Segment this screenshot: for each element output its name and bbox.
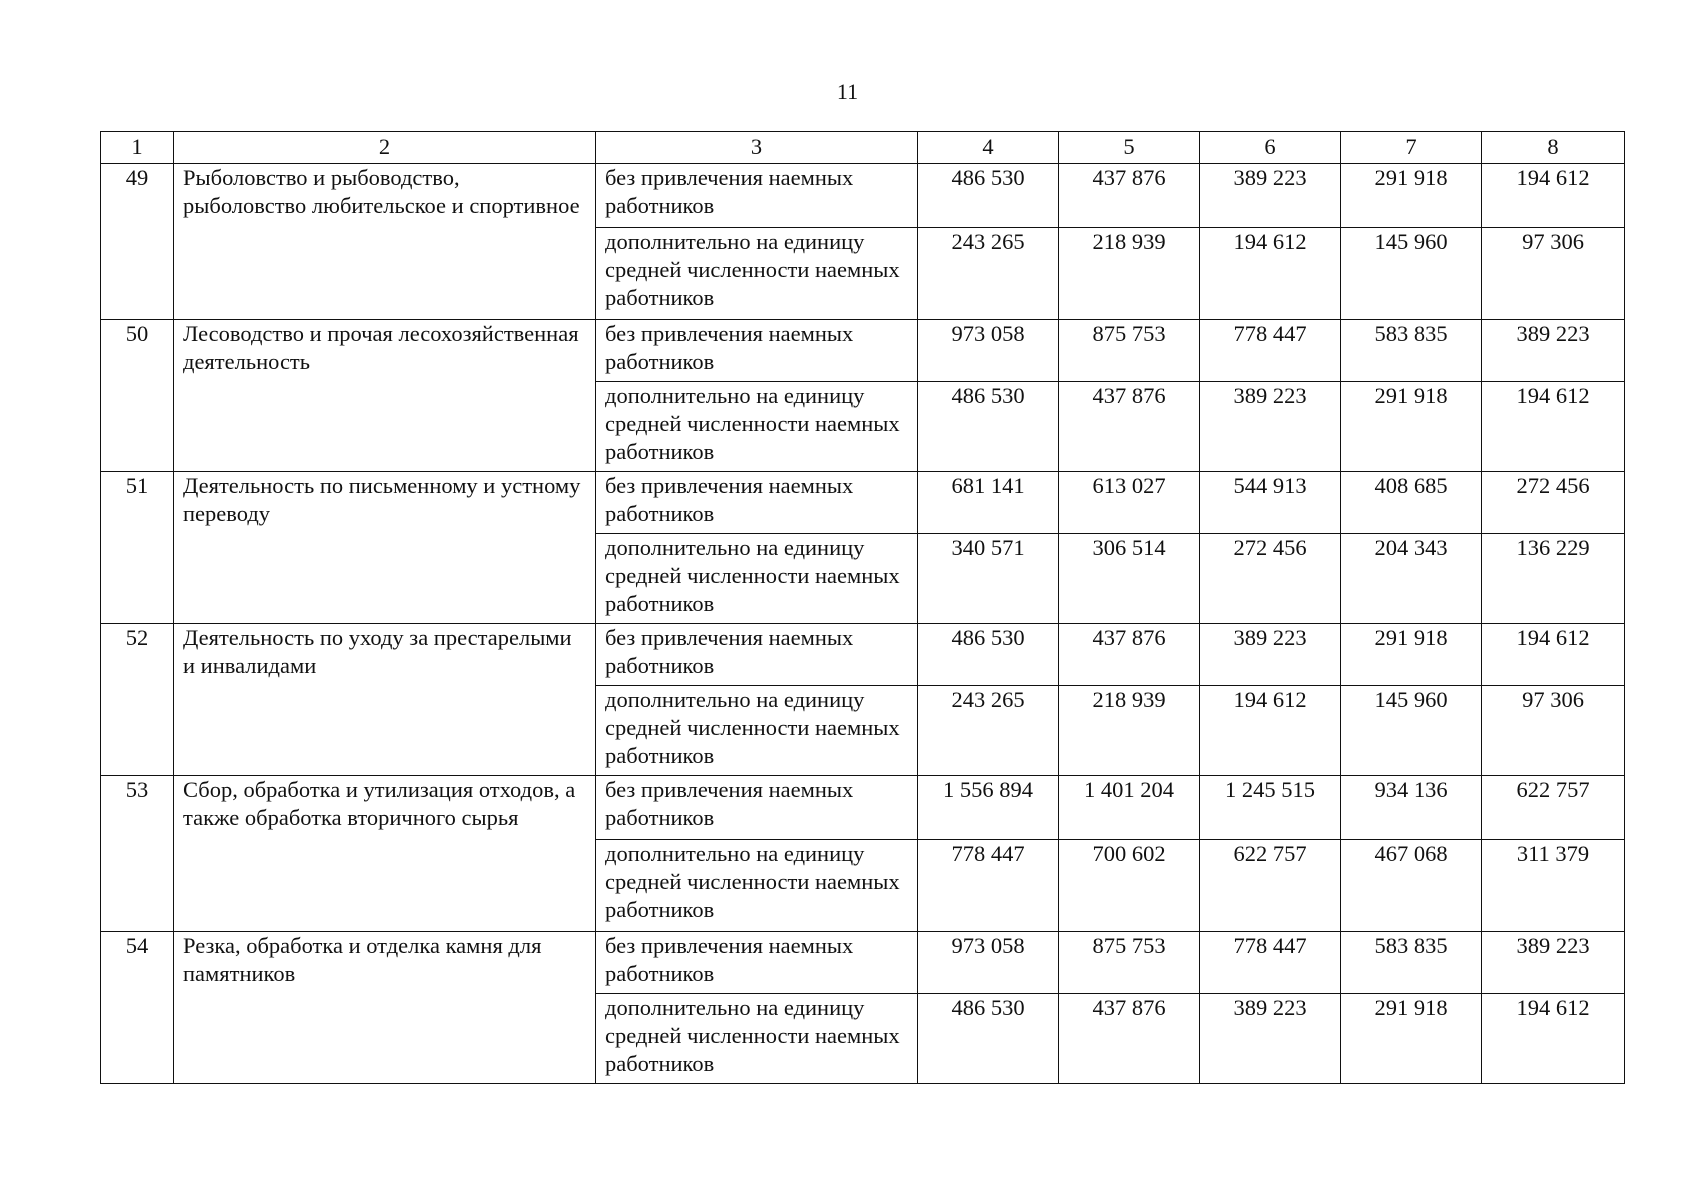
condition-text: дополнительно на единицу средней численности наемных работников — [596, 382, 918, 472]
row-number: 52 — [101, 624, 174, 776]
column-header-3: 3 — [596, 132, 918, 164]
column-number-header-row — [101, 132, 1625, 164]
value-cell: 389 223 — [1200, 994, 1341, 1084]
activity-name: Сбор, обработка и утилизация отходов, а также обработка вторичного сырья — [174, 776, 596, 932]
value-cell: 778 447 — [1200, 932, 1341, 994]
value-cell: 437 876 — [1059, 624, 1200, 686]
row-number: 49 — [101, 164, 174, 320]
value-cell: 544 913 — [1200, 472, 1341, 534]
value-cell: 136 229 — [1482, 534, 1625, 624]
condition-text: дополнительно на единицу средней численности наемных работников — [596, 534, 918, 624]
value-cell: 467 068 — [1341, 840, 1482, 932]
table-body — [101, 132, 1625, 1084]
value-cell: 700 602 — [1059, 840, 1200, 932]
condition-text: дополнительно на единицу средней численности наемных работников — [596, 686, 918, 776]
value-cell: 194 612 — [1482, 164, 1625, 228]
value-cell: 583 835 — [1341, 320, 1482, 382]
value-cell: 437 876 — [1059, 994, 1200, 1084]
value-cell: 778 447 — [1200, 320, 1341, 382]
value-cell: 486 530 — [918, 382, 1059, 472]
table-row — [101, 472, 1625, 534]
table-row — [101, 624, 1625, 686]
column-header-8: 8 — [1482, 132, 1625, 164]
value-cell: 291 918 — [1341, 164, 1482, 228]
value-cell: 145 960 — [1341, 228, 1482, 320]
value-cell: 97 306 — [1482, 228, 1625, 320]
value-cell: 194 612 — [1482, 994, 1625, 1084]
condition-text: без привлечения наемных работников — [596, 472, 918, 534]
value-cell: 389 223 — [1482, 932, 1625, 994]
value-cell: 389 223 — [1200, 624, 1341, 686]
activity-name: Лесоводство и прочая лесохозяйственная деятельность — [174, 320, 596, 472]
value-cell: 973 058 — [918, 932, 1059, 994]
row-number: 54 — [101, 932, 174, 1084]
value-cell: 306 514 — [1059, 534, 1200, 624]
value-cell: 194 612 — [1200, 686, 1341, 776]
value-cell: 622 757 — [1200, 840, 1341, 932]
condition-text: без привлечения наемных работников — [596, 932, 918, 994]
tariff-table — [100, 131, 1625, 1084]
value-cell: 1 556 894 — [918, 776, 1059, 840]
value-cell: 1 401 204 — [1059, 776, 1200, 840]
value-cell: 486 530 — [918, 994, 1059, 1084]
page-number: 11 — [836, 79, 859, 104]
column-header-6: 6 — [1200, 132, 1341, 164]
value-cell: 408 685 — [1341, 472, 1482, 534]
condition-text: без привлечения наемных работников — [596, 320, 918, 382]
value-cell: 291 918 — [1341, 624, 1482, 686]
value-cell: 1 245 515 — [1200, 776, 1341, 840]
activity-name: Резка, обработка и отделка камня для памятников — [174, 932, 596, 1084]
activity-name: Деятельность по письменному и устному переводу — [174, 472, 596, 624]
value-cell: 486 530 — [918, 624, 1059, 686]
column-header-7: 7 — [1341, 132, 1482, 164]
value-cell: 218 939 — [1059, 686, 1200, 776]
column-header-2: 2 — [174, 132, 596, 164]
value-cell: 389 223 — [1200, 164, 1341, 228]
value-cell: 194 612 — [1200, 228, 1341, 320]
value-cell: 272 456 — [1482, 472, 1625, 534]
value-cell: 389 223 — [1482, 320, 1625, 382]
condition-text: дополнительно на единицу средней численности наемных работников — [596, 228, 918, 320]
value-cell: 194 612 — [1482, 382, 1625, 472]
value-cell: 311 379 — [1482, 840, 1625, 932]
table-row — [101, 164, 1625, 228]
column-header-1: 1 — [101, 132, 174, 164]
activity-name: Деятельность по уходу за престарелыми и инвалидами — [174, 624, 596, 776]
value-cell: 437 876 — [1059, 382, 1200, 472]
value-cell: 389 223 — [1200, 382, 1341, 472]
value-cell: 973 058 — [918, 320, 1059, 382]
value-cell: 218 939 — [1059, 228, 1200, 320]
value-cell: 613 027 — [1059, 472, 1200, 534]
table-row — [101, 776, 1625, 840]
value-cell: 291 918 — [1341, 382, 1482, 472]
value-cell: 486 530 — [918, 164, 1059, 228]
table-row — [101, 320, 1625, 382]
condition-text: дополнительно на единицу средней численности наемных работников — [596, 840, 918, 932]
value-cell: 194 612 — [1482, 624, 1625, 686]
value-cell: 204 343 — [1341, 534, 1482, 624]
value-cell: 681 141 — [918, 472, 1059, 534]
value-cell: 437 876 — [1059, 164, 1200, 228]
value-cell: 272 456 — [1200, 534, 1341, 624]
value-cell: 291 918 — [1341, 994, 1482, 1084]
condition-text: без привлечения наемных работников — [596, 164, 918, 228]
value-cell: 778 447 — [918, 840, 1059, 932]
condition-text: без привлечения наемных работников — [596, 624, 918, 686]
value-cell: 243 265 — [918, 228, 1059, 320]
activity-name: Рыболовство и рыбоводство, рыболовство любительское и спортивное — [174, 164, 596, 320]
value-cell: 97 306 — [1482, 686, 1625, 776]
value-cell: 622 757 — [1482, 776, 1625, 840]
value-cell: 875 753 — [1059, 932, 1200, 994]
table-row — [101, 932, 1625, 994]
row-number: 53 — [101, 776, 174, 932]
value-cell: 145 960 — [1341, 686, 1482, 776]
value-cell: 340 571 — [918, 534, 1059, 624]
column-header-4: 4 — [918, 132, 1059, 164]
value-cell: 583 835 — [1341, 932, 1482, 994]
condition-text: дополнительно на единицу средней численности наемных работников — [596, 994, 918, 1084]
condition-text: без привлечения наемных работников — [596, 776, 918, 840]
row-number: 51 — [101, 472, 174, 624]
value-cell: 934 136 — [1341, 776, 1482, 840]
row-number: 50 — [101, 320, 174, 472]
value-cell: 243 265 — [918, 686, 1059, 776]
column-header-5: 5 — [1059, 132, 1200, 164]
value-cell: 875 753 — [1059, 320, 1200, 382]
